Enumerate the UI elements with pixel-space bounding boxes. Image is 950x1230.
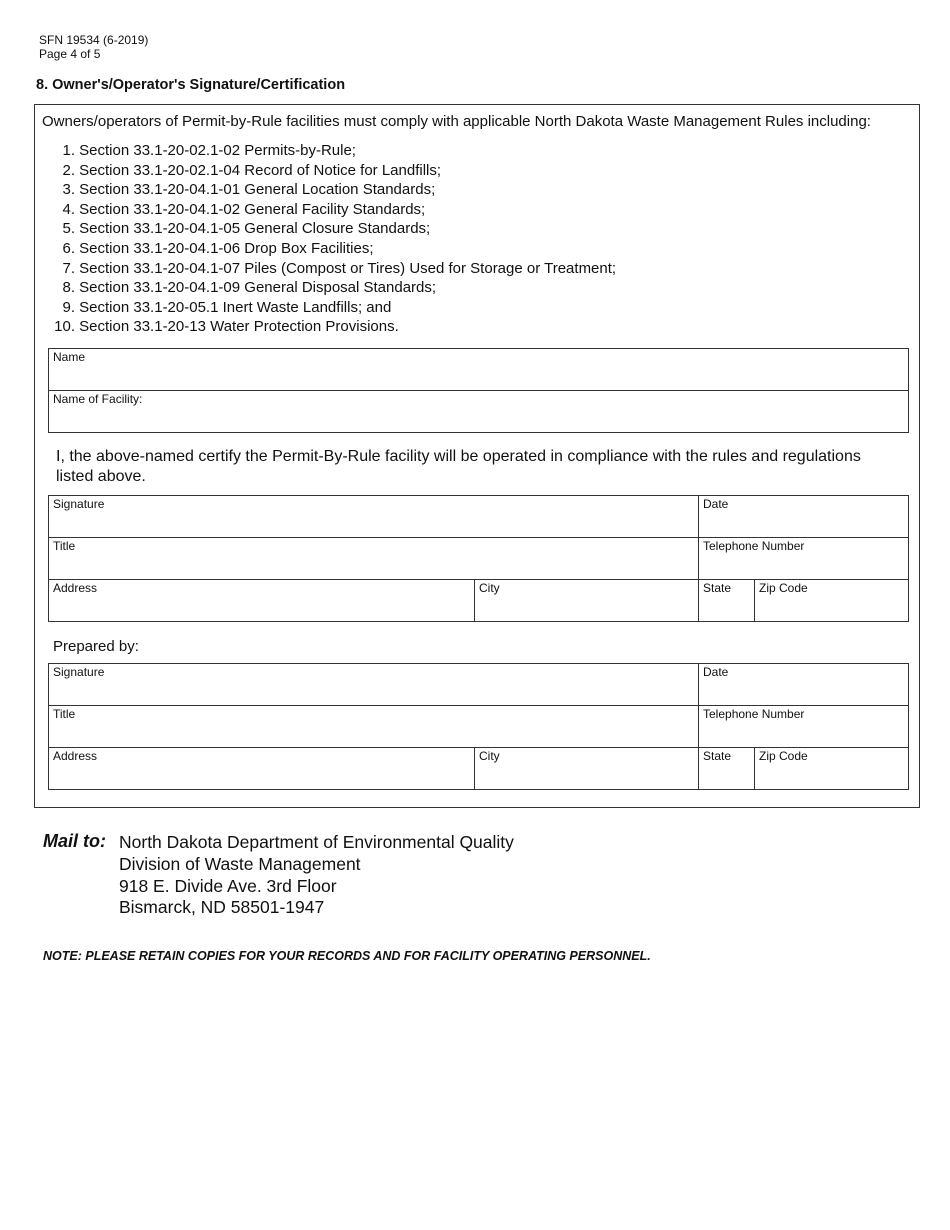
section-title: 8. Owner's/Operator's Signature/Certification bbox=[36, 77, 346, 93]
address-label: Address bbox=[53, 749, 98, 763]
telephone-label: Telephone Number bbox=[703, 539, 805, 553]
title-label: Title bbox=[53, 539, 76, 553]
list-item bbox=[42, 161, 616, 181]
zip-label: Zip Code bbox=[759, 749, 808, 763]
preparer-city-field[interactable] bbox=[474, 747, 699, 790]
telephone-label: Telephone Number bbox=[703, 707, 805, 721]
name-label: Name bbox=[53, 350, 86, 364]
list-item-number: 1. bbox=[62, 142, 75, 159]
preparer-title-field[interactable] bbox=[48, 705, 699, 748]
facility-name-field[interactable] bbox=[48, 390, 909, 433]
list-item-number: 4. bbox=[62, 200, 75, 218]
list-item bbox=[42, 219, 616, 239]
signature-label: Signature bbox=[53, 497, 105, 511]
owner-zip-field[interactable] bbox=[754, 579, 909, 622]
owner-title-field[interactable] bbox=[48, 537, 699, 580]
retention-note: NOTE: PLEASE RETAIN COPIES FOR YOUR RECORDS AND FOR FACILITY OPERATING PERSONNEL. bbox=[43, 949, 651, 963]
zip-label: Zip Code bbox=[759, 581, 808, 595]
address-line: 918 E. Divide Ave. 3rd Floor bbox=[119, 875, 337, 896]
preparer-state-field[interactable] bbox=[698, 747, 755, 790]
owner-signature-field[interactable] bbox=[48, 495, 699, 538]
date-label: Date bbox=[703, 665, 729, 679]
list-item-text: Section 33.1-20-04.1-05 General Closure Standards; bbox=[79, 220, 431, 238]
list-item-number: 7. bbox=[62, 259, 75, 277]
address-line: Bismarck, ND 58501-1947 bbox=[119, 897, 325, 918]
list-item-text: Section 33.1-20-04.1-07 Piles (Compost or Tires) Used for Storage or Treatment; bbox=[79, 259, 617, 277]
list-item bbox=[42, 141, 616, 161]
list-item-text: Section 33.1-20-13 Water Protection Provisions. bbox=[79, 318, 399, 336]
list-item-text: Section 33.1-20-04.1-06 Drop Box Facilities; bbox=[79, 239, 374, 257]
list-item-text: Section 33.1-20-04.1-01 General Location Standards; bbox=[79, 181, 436, 199]
list-item bbox=[42, 317, 616, 337]
facility-name-label: Name of Facility: bbox=[53, 392, 143, 406]
owner-city-field[interactable] bbox=[474, 579, 699, 622]
state-label: State bbox=[703, 749, 732, 763]
date-label: Date bbox=[703, 497, 729, 511]
address-line: Division of Waste Management bbox=[119, 853, 361, 874]
list-item bbox=[42, 200, 616, 220]
preparer-signature-field[interactable] bbox=[48, 663, 699, 706]
form-number: SFN 19534 (6-2019) bbox=[39, 33, 149, 47]
preparer-date-field[interactable] bbox=[698, 663, 909, 706]
owner-date-field[interactable] bbox=[698, 495, 909, 538]
list-item-text: Section 33.1-20-04.1-09 General Disposal Standards; bbox=[79, 279, 437, 297]
form-header bbox=[39, 33, 148, 61]
list-item-number: 6. bbox=[62, 239, 75, 257]
list-item bbox=[42, 239, 616, 259]
list-item-number: 8. bbox=[62, 279, 75, 297]
mailing-address bbox=[119, 832, 514, 919]
intro-text: Owners/operators of Permit-by-Rule facilities must comply with applicable North Dakota Waste Management Rules including: bbox=[42, 113, 871, 130]
city-label: City bbox=[479, 581, 500, 595]
list-item-text: Section 33.1-20-02.1-02 Permits-by-Rule; bbox=[79, 142, 356, 159]
page-number: Page 4 of 5 bbox=[39, 47, 101, 61]
list-item-text: Section 33.1-20-04.1-02 General Facility Standards; bbox=[79, 200, 426, 218]
preparer-address-field[interactable] bbox=[48, 747, 475, 790]
state-label: State bbox=[703, 581, 732, 595]
list-item bbox=[42, 298, 616, 318]
city-label: City bbox=[479, 749, 500, 763]
owner-state-field[interactable] bbox=[698, 579, 755, 622]
list-item-number: 10. bbox=[54, 318, 75, 336]
rules-list bbox=[42, 141, 616, 337]
list-item-number: 5. bbox=[62, 220, 75, 238]
certification-statement: I, the above-named certify the Permit-By-Rule facility will be operated in compliance with the rules and regulations listed above. bbox=[56, 448, 861, 485]
address-label: Address bbox=[53, 581, 98, 595]
list-item-number: 9. bbox=[62, 298, 75, 316]
list-item-number: 2. bbox=[62, 161, 75, 179]
list-item-text: Section 33.1-20-05.1 Inert Waste Landfills; and bbox=[79, 298, 392, 316]
name-field[interactable] bbox=[48, 348, 909, 391]
owner-telephone-field[interactable] bbox=[698, 537, 909, 580]
preparer-telephone-field[interactable] bbox=[698, 705, 909, 748]
owner-address-field[interactable] bbox=[48, 579, 475, 622]
title-label: Title bbox=[53, 707, 76, 721]
preparer-zip-field[interactable] bbox=[754, 747, 909, 790]
list-item bbox=[42, 180, 616, 200]
list-item bbox=[42, 259, 616, 279]
mail-to-label: Mail to: bbox=[43, 831, 106, 851]
signature-label: Signature bbox=[53, 665, 105, 679]
address-line: North Dakota Department of Environmental Quality bbox=[119, 832, 514, 852]
list-item-number: 3. bbox=[62, 181, 75, 199]
list-item-text: Section 33.1-20-02.1-04 Record of Notice for Landfills; bbox=[79, 161, 442, 179]
prepared-by-label: Prepared by: bbox=[53, 638, 139, 655]
list-item bbox=[42, 278, 616, 298]
